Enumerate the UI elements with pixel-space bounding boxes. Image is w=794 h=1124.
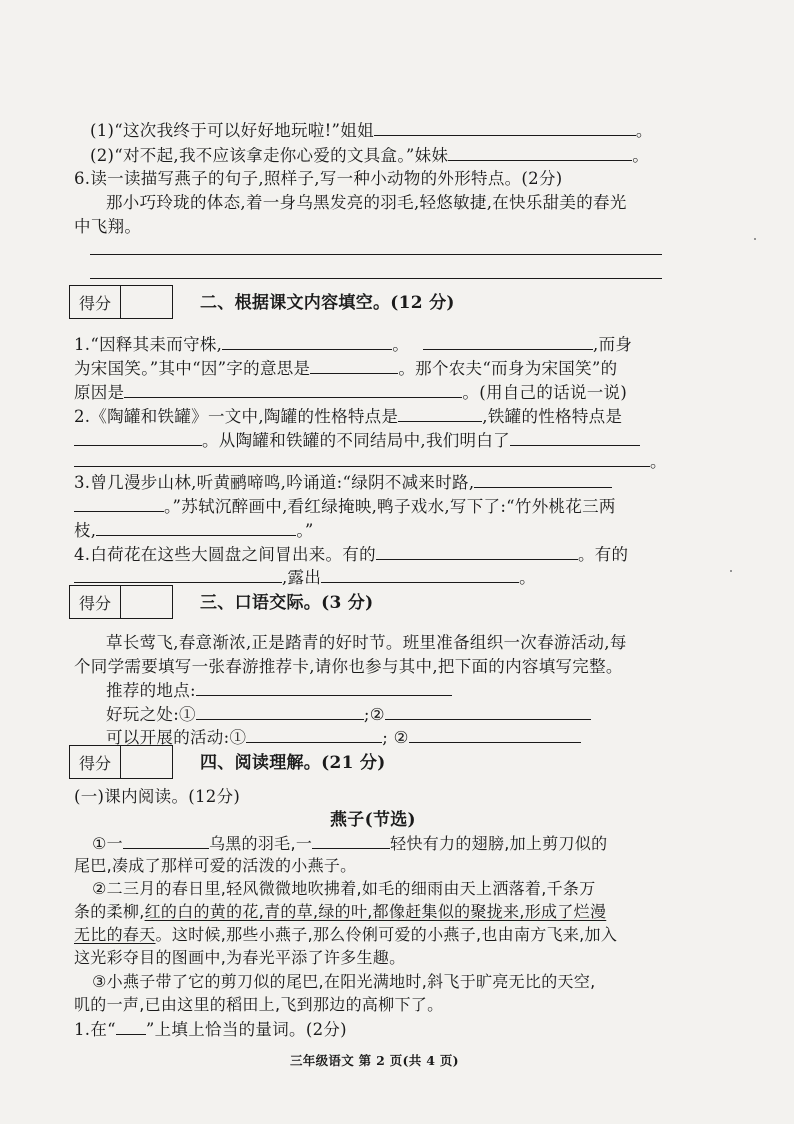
scan-speck: [754, 238, 756, 240]
passage-p3-line2: 叽的一声,已由这里的稻田上,飞到那边的高柳下了。: [74, 995, 444, 1014]
answer-blank[interactable]: [423, 333, 593, 350]
s2-question-3-line2: 。”苏轼沉醉画中,看红绿掩映,鸭子戏水,写下了:“竹外桃花三两: [74, 495, 616, 518]
passage-p2-line3: 无比的春天。这时候,那些小燕子,那么伶俐可爱的小燕子,也由南方飞来,加入: [74, 925, 618, 944]
score-value[interactable]: [121, 746, 172, 778]
s2-question-3-line1: 3.曾几漫步山林,听黄鹂啼鸣,吟诵道:“绿阴不减来时路,: [74, 471, 612, 494]
answer-blank[interactable]: [510, 429, 640, 446]
underlined-sentence: 红的白的黄的花,青的草,绿的叶,都像赶集似的聚拢来,形成了烂漫: [144, 902, 607, 921]
measure-word-blank-2[interactable]: [312, 832, 390, 849]
section-3-title: 三、口语交际。(3 分): [200, 593, 374, 613]
score-value[interactable]: [121, 586, 172, 618]
answer-blank[interactable]: [376, 543, 578, 560]
s3-intro-line1: 草长莺飞,春意渐浓,正是踏青的好时节。班里准备组织一次春游活动,每: [106, 633, 627, 652]
s2-question-2-line2: 。从陶罐和铁罐的不同结局中,我们明白了: [74, 429, 640, 452]
answer-blank[interactable]: [74, 450, 650, 467]
fun-point-1-input[interactable]: [196, 703, 364, 720]
answer-blank[interactable]: [74, 429, 202, 446]
activity-2-input[interactable]: [409, 726, 581, 743]
question-5-2: (2)“对不起,我不应该拿走你心爱的文具盒。”妹妹 。: [90, 146, 650, 165]
passage-title: 燕子(节选): [330, 810, 416, 830]
answer-blank[interactable]: [96, 519, 296, 536]
underlined-sentence-end: 无比的春天: [74, 925, 156, 944]
fun-point-2-input[interactable]: [385, 703, 591, 720]
measure-word-blank-1[interactable]: [123, 832, 209, 849]
passage-p1-line1: ①一 乌黑的羽毛,一 轻快有力的翅膀,加上剪刀似的: [92, 834, 608, 853]
s2-question-2-line1: 2.《陶罐和铁罐》一文中,陶罐的性格特点是 ,铁罐的性格特点是: [74, 407, 623, 426]
answer-blank[interactable]: [398, 405, 482, 422]
score-value[interactable]: [121, 286, 172, 318]
s2-question-2-line3: 。: [74, 450, 667, 473]
s3-activities: 可以开展的活动:① ; ②: [106, 726, 581, 749]
passage-p3-line1: ③小燕子带了它的剪刀似的尾巴,在阳光满地时,斜飞于旷亮无比的天空,: [92, 972, 596, 991]
question-5-1: (1)“这次我终于可以好好地玩啦!”姐姐 。: [90, 121, 653, 140]
s4-subsection-1: (一)课内阅读。(12分): [74, 787, 241, 806]
answer-blank[interactable]: [321, 566, 519, 583]
question-6-example-line1: 那小巧玲珑的体态,着一身乌黑发亮的羽毛,轻悠敏捷,在快乐甜美的春光: [106, 193, 627, 212]
answer-line[interactable]: [90, 278, 662, 279]
answer-blank[interactable]: [474, 471, 612, 488]
s2-question-4-line1: 4.白荷花在这些大圆盘之间冒出来。有的 。有的: [74, 545, 629, 564]
s2-question-4-line2: ,露出 。: [74, 566, 536, 589]
place-input[interactable]: [196, 679, 452, 696]
passage-p2-line4: 这光彩夺目的图画中,为春光平添了许多生趣。: [74, 948, 406, 967]
score-box-section-3: [69, 585, 173, 619]
answer-blank[interactable]: [74, 566, 282, 583]
page-footer: 三年级语文 第 2 页(共 4 页): [290, 1053, 459, 1068]
activity-1-input[interactable]: [246, 726, 382, 743]
score-label: 得分: [70, 286, 121, 318]
score-label: 得分: [70, 586, 121, 618]
s4-question-1: 1.在“ ”上填上恰当的量词。(2分): [74, 1020, 347, 1039]
s3-recommended-place: 推荐的地点:: [106, 679, 452, 702]
section-2-title: 二、根据课文内容填空。(12 分): [200, 293, 455, 313]
passage-p2-line2: 条的柔柳,红的白的黄的花,青的草,绿的叶,都像赶集似的聚拢来,形成了烂漫: [74, 902, 607, 921]
example-blank: [116, 1018, 146, 1035]
scan-speck: [730, 570, 732, 572]
answer-line[interactable]: [90, 254, 662, 255]
score-label: 得分: [70, 746, 121, 778]
question-6-example-line2: 中飞翔。: [74, 217, 142, 236]
passage-p2-line1: ②二三月的春日里,轻风微微地吹拂着,如毛的细雨由天上洒落着,千条万: [92, 879, 596, 898]
passage-p1-line2: 尾巴,凑成了那样可爱的活泼的小燕子。: [74, 856, 357, 875]
score-box-section-4: [69, 745, 173, 779]
answer-blank[interactable]: [124, 381, 462, 398]
answer-blank[interactable]: [74, 495, 164, 512]
s3-fun-points: 好玩之处:① ;②: [106, 703, 591, 726]
answer-blank[interactable]: [310, 357, 398, 374]
answer-blank[interactable]: [448, 144, 632, 161]
score-box-section-2: [69, 285, 173, 319]
answer-blank[interactable]: [374, 119, 636, 136]
s3-intro-line2: 个同学需要填写一张春游推荐卡,请你也参与其中,把下面的内容填写完整。: [74, 657, 623, 676]
section-4-title: 四、阅读理解。(21 分): [200, 753, 386, 773]
s2-question-1-line3: 原因是 。(用自己的话说一说): [74, 383, 628, 402]
s2-question-1-line1: 1.“因释其耒而守株, 。 ,而身: [74, 335, 633, 354]
question-6-prompt: 6.读一读描写燕子的句子,照样子,写一种小动物的外形特点。(2分): [74, 169, 563, 188]
s2-question-1-line2: 为宋国笑。”其中“因”字的意思是 。那个农夫“而身为宋国笑”的: [74, 359, 618, 378]
answer-blank[interactable]: [222, 333, 392, 350]
s2-question-3-line3: 枝, 。”: [74, 521, 314, 540]
